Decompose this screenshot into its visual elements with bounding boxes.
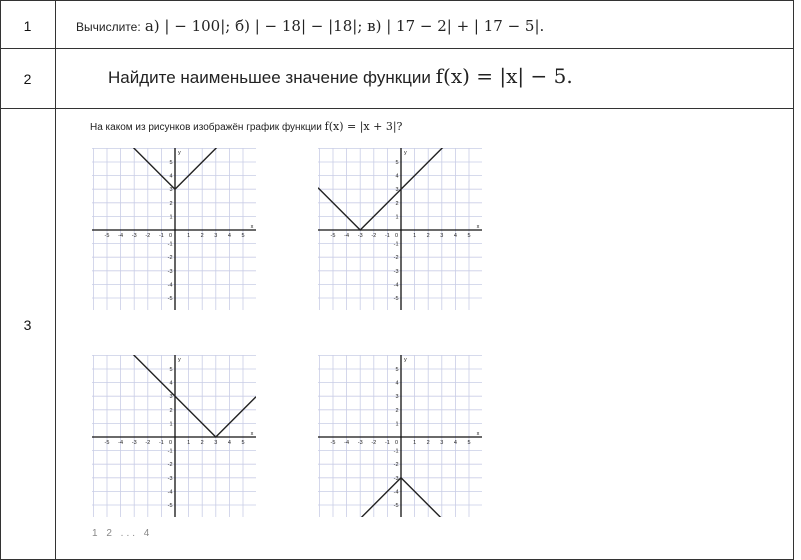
y-tick-label: 5 bbox=[395, 160, 399, 166]
row-number-3: 3 bbox=[23, 317, 32, 333]
x-tick-label: 5 bbox=[467, 440, 471, 446]
origin-label: 0 bbox=[394, 440, 398, 446]
task-3-expression: f(x) = |x + 3|? bbox=[324, 120, 403, 133]
y-tick-label: -2 bbox=[393, 462, 399, 469]
x-tick-label: 4 bbox=[227, 440, 231, 446]
y-axis-label: y bbox=[404, 357, 407, 363]
y-tick-label: 1 bbox=[395, 214, 399, 221]
task-2-prompt: Найдите наименьшее значение функции bbox=[108, 68, 431, 87]
x-tick-label: 3 bbox=[214, 233, 218, 239]
y-axis-label: y bbox=[178, 150, 181, 156]
x-tick-label: -5 bbox=[330, 440, 336, 446]
cut-off-answer-labels: 1 2 ... 4 bbox=[92, 528, 153, 539]
task-3-question bbox=[90, 120, 402, 133]
grid-lines bbox=[92, 355, 256, 517]
x-tick-label: 1 bbox=[187, 440, 191, 446]
grid-lines bbox=[318, 148, 482, 310]
x-tick-label: 4 bbox=[227, 233, 231, 239]
x-tick-label: 2 bbox=[200, 233, 204, 239]
graph-4-svg bbox=[318, 355, 482, 517]
x-tick-label: -2 bbox=[371, 440, 377, 446]
graph-3-svg bbox=[92, 355, 256, 517]
task-3-prompt: На каком из рисунков изображён график функции bbox=[90, 122, 322, 133]
x-tick-label: 2 bbox=[426, 440, 430, 446]
y-tick-label: -4 bbox=[393, 282, 399, 289]
x-tick-label: -3 bbox=[357, 233, 363, 239]
x-axis-label: x bbox=[250, 431, 254, 437]
task-2-expression: f(x) = |x| − 5. bbox=[435, 64, 573, 88]
grid-lines bbox=[92, 148, 256, 310]
x-axis-label: x bbox=[250, 224, 254, 230]
y-tick-label: 1 bbox=[169, 214, 173, 221]
y-tick-label: -1 bbox=[167, 241, 173, 248]
x-tick-label: -4 bbox=[118, 440, 124, 446]
x-tick-label: -1 bbox=[384, 440, 390, 446]
y-tick-label: -3 bbox=[167, 268, 173, 275]
y-tick-label: 4 bbox=[395, 173, 399, 180]
origin-label: 0 bbox=[168, 440, 172, 446]
x-tick-label: -2 bbox=[145, 440, 151, 446]
y-tick-label: -5 bbox=[393, 503, 399, 509]
y-tick-label: 5 bbox=[169, 160, 173, 166]
y-tick-label: -5 bbox=[167, 503, 173, 509]
x-tick-label: 3 bbox=[440, 233, 444, 239]
x-tick-label: 1 bbox=[413, 440, 417, 446]
row-number-1: 1 bbox=[23, 18, 32, 34]
y-tick-label: 4 bbox=[169, 173, 173, 180]
y-axis-label: y bbox=[178, 357, 181, 363]
x-tick-label: -3 bbox=[357, 440, 363, 446]
y-tick-label: 3 bbox=[395, 394, 399, 401]
y-tick-label: -3 bbox=[167, 475, 173, 482]
y-tick-label: 5 bbox=[395, 367, 399, 373]
y-tick-label: -5 bbox=[167, 296, 173, 302]
x-tick-label: -2 bbox=[371, 233, 377, 239]
y-tick-label: 3 bbox=[169, 187, 173, 194]
y-axis-label: y bbox=[404, 150, 407, 156]
y-tick-label: 2 bbox=[169, 407, 173, 414]
x-tick-label: 1 bbox=[413, 233, 417, 239]
x-tick-label: 4 bbox=[453, 233, 457, 239]
column-divider bbox=[55, 0, 56, 560]
graph-2-svg bbox=[318, 148, 482, 310]
y-tick-label: -4 bbox=[167, 282, 173, 289]
x-tick-label: -3 bbox=[131, 440, 137, 446]
graph-4[interactable] bbox=[318, 355, 482, 517]
x-tick-label: 4 bbox=[453, 440, 457, 446]
y-tick-label: -2 bbox=[393, 255, 399, 262]
y-tick-label: 1 bbox=[395, 421, 399, 428]
x-axis-label: x bbox=[476, 224, 480, 230]
x-tick-label: 1 bbox=[187, 233, 191, 239]
row-divider bbox=[0, 48, 794, 49]
x-tick-label: 3 bbox=[440, 440, 444, 446]
y-tick-label: 3 bbox=[395, 187, 399, 194]
x-tick-label: -4 bbox=[344, 233, 350, 239]
x-tick-label: -5 bbox=[330, 233, 336, 239]
x-tick-label: -5 bbox=[104, 233, 110, 239]
y-tick-label: 5 bbox=[169, 367, 173, 373]
row-number-2: 2 bbox=[23, 71, 32, 87]
x-tick-label: -4 bbox=[344, 440, 350, 446]
task-1-label: Вычислите: bbox=[76, 20, 141, 34]
y-tick-label: -4 bbox=[393, 489, 399, 496]
x-tick-label: -1 bbox=[158, 233, 164, 239]
y-tick-label: -2 bbox=[167, 462, 173, 469]
y-tick-label: -1 bbox=[393, 241, 399, 248]
x-tick-label: 5 bbox=[241, 440, 245, 446]
y-tick-label: -4 bbox=[167, 489, 173, 496]
x-tick-label: -1 bbox=[158, 440, 164, 446]
y-tick-label: -3 bbox=[393, 475, 399, 482]
y-tick-label: 2 bbox=[395, 200, 399, 207]
x-axis-label: x bbox=[476, 431, 480, 437]
origin-label: 0 bbox=[394, 233, 398, 239]
function-graph-line bbox=[318, 475, 482, 517]
graph-1-svg bbox=[92, 148, 256, 310]
x-tick-label: 3 bbox=[214, 440, 218, 446]
x-tick-label: -2 bbox=[145, 233, 151, 239]
y-tick-label: 2 bbox=[169, 200, 173, 207]
y-tick-label: -1 bbox=[393, 448, 399, 455]
y-tick-label: 1 bbox=[169, 421, 173, 428]
y-tick-label: -2 bbox=[167, 255, 173, 262]
y-tick-label: 3 bbox=[169, 394, 173, 401]
task-2-text bbox=[108, 64, 573, 88]
y-tick-label: 4 bbox=[169, 380, 173, 387]
x-tick-label: 5 bbox=[241, 233, 245, 239]
task-1-expression: а) | − 100|; б) | − 18| − |18|; в) | 17 − 2| + | 17 − 5|. bbox=[144, 17, 545, 35]
row-divider bbox=[0, 108, 794, 109]
graph-2[interactable] bbox=[318, 148, 482, 310]
x-tick-label: 5 bbox=[467, 233, 471, 239]
y-tick-label: -3 bbox=[393, 268, 399, 275]
y-tick-label: -1 bbox=[167, 448, 173, 455]
x-tick-label: 2 bbox=[200, 440, 204, 446]
graph-3[interactable] bbox=[92, 355, 256, 517]
task-1-text bbox=[76, 17, 544, 35]
graph-1[interactable] bbox=[92, 148, 256, 310]
grid-lines bbox=[318, 355, 482, 517]
x-tick-label: -5 bbox=[104, 440, 110, 446]
x-tick-label: 2 bbox=[426, 233, 430, 239]
origin-label: 0 bbox=[168, 233, 172, 239]
y-tick-label: -5 bbox=[393, 296, 399, 302]
x-tick-label: -3 bbox=[131, 233, 137, 239]
y-tick-label: 2 bbox=[395, 407, 399, 414]
x-tick-label: -1 bbox=[384, 233, 390, 239]
x-tick-label: -4 bbox=[118, 233, 124, 239]
function-graph-line bbox=[92, 148, 256, 189]
y-tick-label: 4 bbox=[395, 380, 399, 387]
